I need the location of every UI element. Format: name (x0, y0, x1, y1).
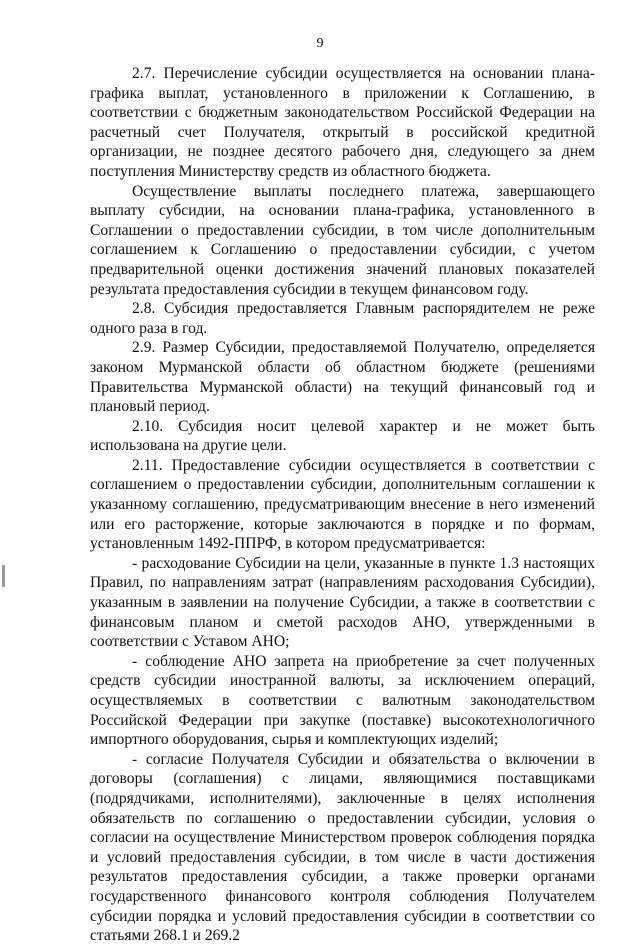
paragraph-2-10: 2.10. Субсидия носит целевой характер и не может быть использована на другие цели. (90, 417, 595, 455)
list-item-spending: - расходование Субсидии на цели, указанные в пункте 1.3 настоящих Правил, по направлениям затрат (направлениям расходования Субсидии), указанным в заявлении на получение Субсидии, а также в соответствии с финансовым планом и сметой расходов АНО, утвержденными в соответствии с Уставом АНО; (90, 554, 595, 651)
paragraph-2-11: 2.11. Предоставление субсидии осуществляется в соответствии с соглашением о предоставлении субсидии, дополнительным соглашении к указанному соглашению, предусматривающим внесение в него изменений или его расторжение, которые заключаются в порядке и по формам, установленным 1492-ППРФ, в котором предусматривается: (90, 456, 595, 553)
document-body (90, 64, 595, 946)
list-item-currency-ban: - соблюдение АНО запрета на приобретение за счет полученных средств субсидии иностранной валюты, за исключением операций, осуществляемых в соответствии с валютным законодательством Российской Федерации при закупке (поставке) высокотехнологичного импортного оборудования, сырья и комплектующих изделий; (90, 652, 595, 749)
paragraph-2-7: 2.7. Перечисление субсидии осуществляется на основании плана-графика выплат, установленного в приложении к Соглашению, в соответствии с бюджетным законодательством Российской Федерации на расчетный счет Получателя, открытый в российской кредитной организации, не позднее десятого рабочего дня, следующего за днем поступления Министерству средств из областного бюджета. (90, 65, 595, 180)
paragraph-2-8: 2.8. Субсидия предоставляется Главным распорядителем не реже одного раза в год. (90, 300, 595, 337)
scan-edge-mark (2, 565, 5, 587)
list-item-consent: - согласие Получателя Субсидии и обязательства о включении в договоры (соглашения) с лицами, являющимися поставщиками (подрядчиками, исполнителями), заключенные в целях исполнения обязательств по соглашению о предоставлении субсидии, условия о согласии на осуществление Министерством проверок соблюдения порядка и условий предоставления субсидии, в том числе в части достижения результатов предоставления субсидии, а также проверки органами государственного финансового контроля соблюдения Получателем субсидии порядка и условий предоставления субсидии в соответствии со статьями 268.1 и 269.2 (90, 750, 595, 945)
paragraph-2-7-final-payment: Осуществление выплаты последнего платежа, завершающего выплату субсидии, на основании плана-графика, установленного в Соглашении о предоставлении субсидии, в том числе дополнительным соглашением к Соглашению о предоставлении субсидии, с учетом предварительной оценки достижения значений плановых показателей результата предоставления субсидии в текущем финансовом году. (90, 182, 595, 298)
page-number: 9 (316, 36, 324, 51)
paragraph-2-9: 2.9. Размер Субсидии, предоставляемой Получателю, определяется законом Мурманской области об областном бюджете (решениями Правительства Мурманской области) на текущий финансовый год и плановый период. (90, 339, 595, 416)
